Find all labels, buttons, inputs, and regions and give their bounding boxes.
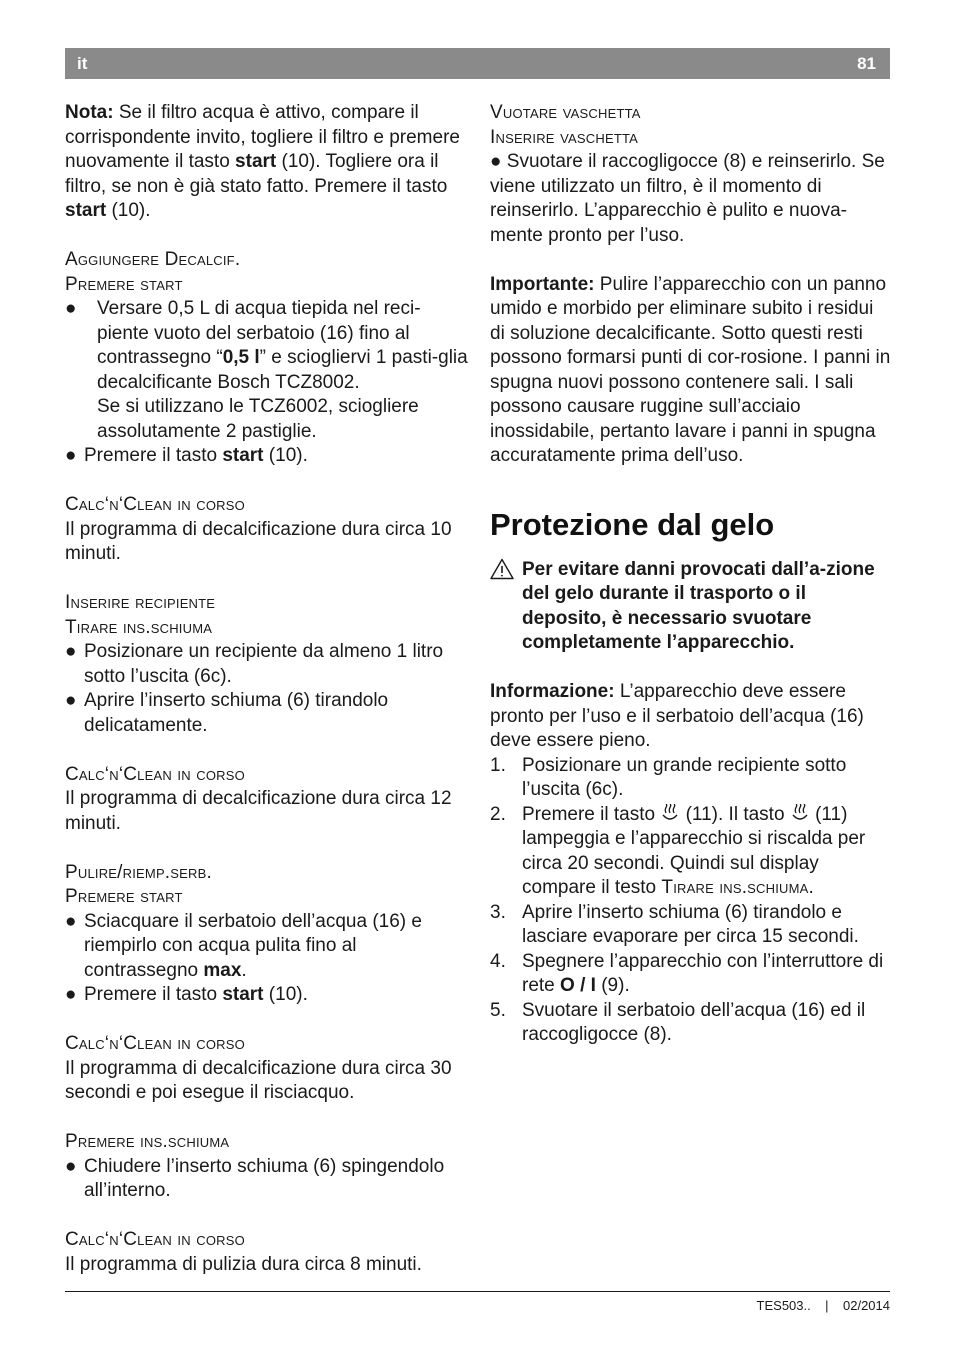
bullet-icon: ● (65, 984, 77, 1005)
display-message: Calc‘n‘Clean in corso (65, 1229, 245, 1250)
display-message: Tirare ins.schiuma (65, 616, 213, 638)
important-paragraph: Importante: Pulire l’apparecchio con un panno umido e morbido per eliminare subito i residui di soluzione decalcificante. Sotto questi resti possono formarsi punti di cor-rosione. I panni in spugna nuovi possono contenere sali. I sali possono causare ruggine sull’acciaio inossidabile, pertanto lavare i panni in spugna accuratamente prima dell’uso. (490, 273, 891, 466)
body-paragraph: Il programma di decalcificazione dura circa 30 secondi e poi esegue il risciacquo. (65, 1057, 452, 1103)
right-column (490, 101, 892, 1048)
display-message: Premere ins.schiuma (65, 1131, 230, 1152)
warning-note: Per evitare danni provocati dall’a-zione del gelo durante il trasporto o il deposito, è necessario svuotare completamente l’apparecchio. (490, 558, 892, 656)
left-column (65, 101, 470, 1277)
bullet-icon: ● (65, 1155, 77, 1177)
body-paragraph: Il programma di decalcificazione dura circa 12 minuti. (65, 788, 452, 834)
display-message: Premere start (65, 886, 183, 907)
step-item: 3. Aprire l’inserto schiuma (6) tirandolo e lasciare evaporare per circa 15 secondi. (490, 901, 859, 947)
footer-divider (65, 1291, 890, 1292)
bullet-icon: ● (65, 910, 77, 932)
note-paragraph: Nota: Se il filtro acqua è attivo, compare il corrispondente invito, togliere il filtro e premere nuovamente il tasto start (10). Togliere ora il filtro, se non è già stato fatto. Premere il tasto start (10). (65, 102, 460, 221)
section-heading: Protezione dal gelo (490, 506, 775, 542)
steam-icon (660, 804, 680, 822)
list-item: ● Chiudere l’inserto schiuma (6) spingendolo all’interno. (65, 1155, 445, 1201)
step-item: 4. Spegnere l’apparecchio con l’interruttore di rete O / I (9). (490, 950, 884, 996)
step-item: 1. Posizionare un grande recipiente sotto l’uscita (6c). (490, 754, 847, 800)
page-footer: TES503.. | 02/2014 (756, 1298, 890, 1313)
step-item: 2. Premere il tasto (11). Il tasto (11) lampeggia e l’apparecchio si riscalda per circa 20 secondi. Quindi sul display compare il testo Tirare ins.schiuma. (490, 803, 866, 898)
display-message: Premere start (65, 273, 183, 295)
bullet-icon: ● (490, 151, 502, 172)
bullet-icon: ● (65, 445, 77, 466)
display-message: Inserire vaschetta (490, 126, 639, 148)
display-message: Aggiungere Decalcif. (65, 249, 241, 270)
bullet-icon: ● (65, 690, 77, 711)
display-message: Calc‘n‘Clean in corso (65, 763, 245, 785)
display-message: Vuotare vaschetta (490, 102, 641, 123)
display-message: Pulire/riemp.serb. (65, 861, 212, 883)
body-paragraph: Il programma di pulizia dura circa 8 minuti. (65, 1253, 422, 1275)
page-header (65, 48, 890, 79)
display-message: Inserire recipiente (65, 592, 216, 613)
body-paragraph: ● Svuotare il raccogligocce (8) e reinserirlo. Se viene utilizzato un filtro, è il momento di reinserirlo. L’apparecchio è pulito e nuova-mente pronto per l’uso. (490, 151, 885, 246)
list-item: ● Premere il tasto start (10). (65, 983, 470, 1008)
list-item: ● Premere il tasto start (10). (65, 444, 470, 469)
page-number: 81 (857, 54, 876, 73)
display-message: Calc‘n‘Clean in corso (65, 494, 245, 515)
steam-icon (790, 804, 810, 822)
body-paragraph: Il programma di decalcificazione dura circa 10 minuti. (65, 518, 452, 564)
warning-triangle-icon (490, 558, 514, 580)
list-item: ● Posizionare un recipiente da almeno 1 litro sotto l’uscita (6c). (65, 641, 444, 687)
list-item: ● Versare 0,5 L di acqua tiepida nel reci-piente vuoto del serbatoio (16) fino al contrassegno “0,5 l” e sciogliervi 1 pasti-glia decalcificante Bosch TCZ8002. Se si utilizzano le TCZ6002, sciogliere assolutamente 2 pastiglie. (65, 298, 468, 442)
step-item: 5. Svuotare il serbatoio dell’acqua (16) ed il raccogligocce (8). (490, 999, 866, 1045)
info-paragraph: Informazione: L’apparecchio deve essere pronto per l’uso e il serbatoio dell’acqua (16) deve essere pieno. (490, 681, 864, 751)
bullet-icon: ● (65, 298, 77, 319)
list-item: ● Sciacquare il serbatoio dell’acqua (16) e riempirlo con acqua pulita fino al contrassegno max. (65, 910, 422, 981)
bullet-icon: ● (65, 641, 77, 662)
display-message: Calc‘n‘Clean in corso (65, 1033, 245, 1054)
list-item: ● Aprire l’inserto schiuma (6) tirandolo delicatamente. (65, 690, 389, 736)
language-tag: it (77, 54, 88, 73)
